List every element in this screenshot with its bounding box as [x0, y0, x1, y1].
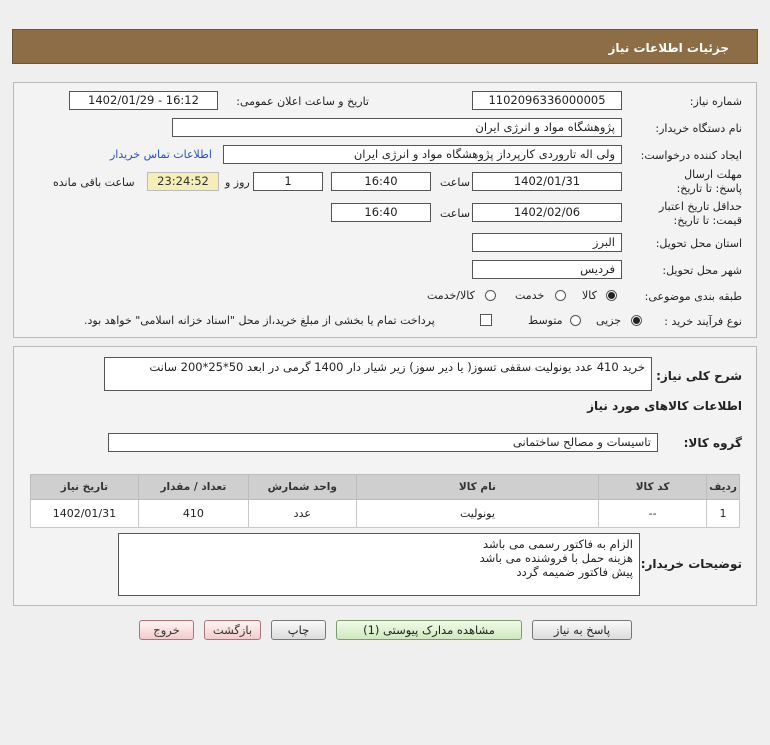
col-qty: تعداد / مقدار: [138, 475, 248, 500]
process-label: نوع فرآیند خرید :: [664, 315, 742, 328]
days-field: 1: [253, 172, 323, 191]
col-unit: واحد شمارش: [248, 475, 356, 500]
validity-date-field: 1402/02/06: [472, 203, 622, 222]
category-service-radio[interactable]: [555, 290, 566, 301]
col-row: ردیف: [707, 475, 740, 500]
page-title: جزئیات اطلاعات نیاز: [608, 41, 729, 55]
cell-name: یونولیت: [356, 500, 598, 528]
city-field: فردیس: [472, 260, 622, 279]
reply-time-label: ساعت: [440, 176, 470, 189]
need-number-label: شماره نیاز:: [689, 95, 742, 108]
exit-button[interactable]: خروج: [139, 620, 194, 640]
remaining-label: ساعت باقی مانده: [53, 176, 135, 189]
table-row: [31, 500, 740, 528]
back-button[interactable]: بازگشت: [204, 620, 261, 640]
buyer-note-line: هزینه حمل با فروشنده می باشد: [479, 551, 633, 565]
validity-time-label: ساعت: [440, 207, 470, 220]
days-and-label: روز و: [225, 176, 250, 189]
goods-group-label: گروه کالا:: [683, 436, 742, 450]
process-minor-label: جزیی: [596, 314, 622, 327]
category-goods-service-radio[interactable]: [485, 290, 496, 301]
category-label: طبقه بندی موضوعی:: [644, 290, 742, 303]
validity-time-field: 16:40: [331, 203, 431, 222]
cell-code: --: [599, 500, 707, 528]
category-goods-radio[interactable]: [606, 290, 617, 301]
goods-group-field: تاسیسات و مصالح ساختمانی: [108, 433, 658, 452]
validity-label: حداقل تاریخ اعتبار قیمت: تا تاریخ:: [658, 200, 742, 227]
treasury-payment-note: پرداخت تمام یا بخشی از مبلغ خرید،از محل "اسناد خزانه اسلامی" خواهد بود.: [84, 314, 435, 327]
header-bar: [12, 29, 758, 64]
buyer-contact-link[interactable]: اطلاعات تماس خریدار: [110, 148, 212, 161]
announce-field: 1402/01/29 - 16:12: [69, 91, 218, 110]
cell-date: 1402/01/31: [31, 500, 139, 528]
goods-section-title: اطلاعات کالاهای مورد نیاز: [587, 399, 742, 413]
city-label: شهر محل تحویل:: [662, 264, 742, 277]
treasury-payment-checkbox[interactable]: [480, 314, 492, 326]
cell-unit: عدد: [248, 500, 356, 528]
goods-table: [30, 474, 740, 528]
view-attachments-button[interactable]: مشاهده مدارک پیوستی (1): [336, 620, 522, 640]
col-code: کد کالا: [599, 475, 707, 500]
description-field: خرید 410 عدد یونولیت سقفی تسوز( یا دیر سوز) زیر شیار دار 1400 گرمی در ابعد 50*25*200 سانت: [104, 357, 652, 391]
process-medium-radio[interactable]: [570, 315, 581, 326]
countdown-timer: 23:24:52: [147, 172, 219, 191]
process-minor-radio[interactable]: [631, 315, 642, 326]
category-goods-label: کالا: [582, 289, 597, 302]
cell-qty: 410: [138, 500, 248, 528]
buyer-notes-box: [118, 533, 640, 596]
reply-deadline-label: مهلت ارسال پاسخ: تا تاریخ:: [676, 168, 742, 195]
reply-button[interactable]: پاسخ به نیاز: [532, 620, 632, 640]
buyer-note-line: پیش فاکتور ضمیمه گردد: [516, 565, 633, 579]
province-label: استان محل تحویل:: [655, 237, 742, 250]
buyer-org-label: نام دستگاه خریدار:: [655, 122, 742, 135]
reply-time-field: 16:40: [331, 172, 431, 191]
cell-row: 1: [707, 500, 740, 528]
col-date: تاریخ نیاز: [31, 475, 139, 500]
reply-date-field: 1402/01/31: [472, 172, 622, 191]
category-goods-service-label: کالا/خدمت: [427, 289, 475, 302]
buyer-notes-label: توضیحات خریدار:: [640, 557, 742, 571]
requester-field: ولی اله تاروردی کارپرداز پژوهشگاه مواد و انرژی ایران: [223, 145, 622, 164]
description-label: شرح کلی نیاز:: [656, 369, 742, 383]
category-service-label: خدمت: [515, 289, 545, 302]
province-field: البرز: [472, 233, 622, 252]
process-medium-label: متوسط: [528, 314, 563, 327]
buyer-note-line: الزام به فاکتور رسمی می باشد: [483, 537, 633, 551]
col-name: نام کالا: [356, 475, 598, 500]
need-number-field: 1102096336000005: [472, 91, 622, 110]
announce-label: تاریخ و ساعت اعلان عمومی:: [236, 95, 369, 108]
requester-label: ایجاد کننده درخواست:: [640, 149, 742, 162]
print-button[interactable]: چاپ: [271, 620, 326, 640]
buyer-org-field: پژوهشگاه مواد و انرژی ایران: [172, 118, 622, 137]
